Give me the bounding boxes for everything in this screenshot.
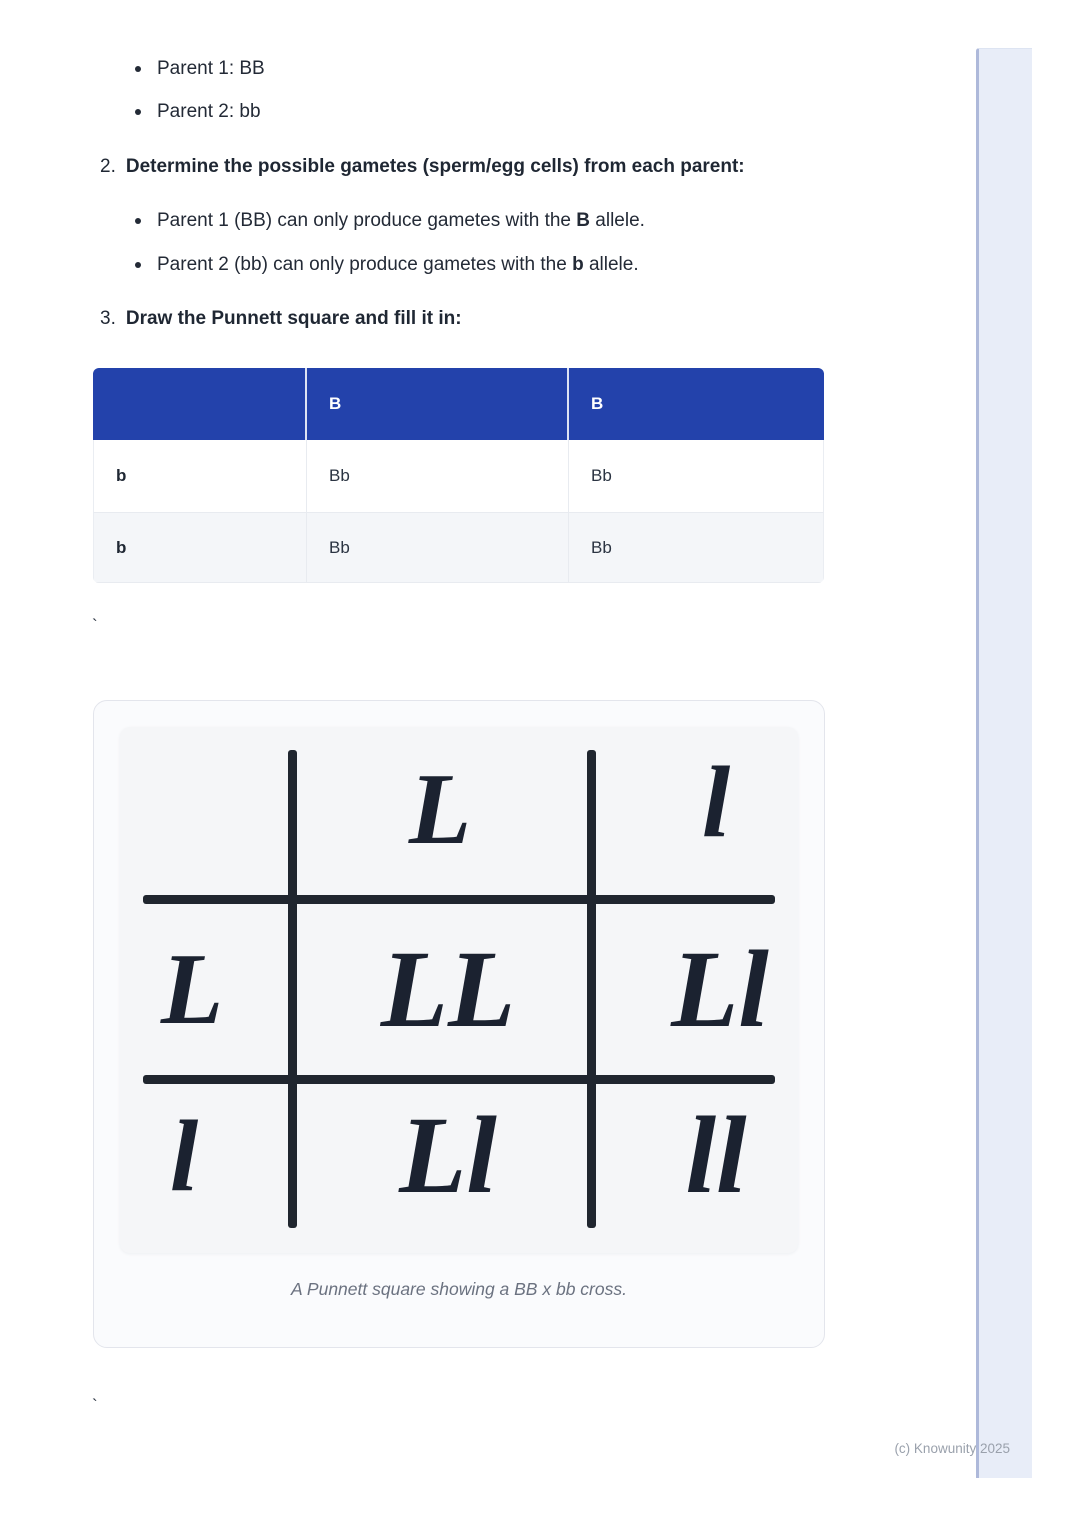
column-header-allele: L [408,753,472,866]
table-header-row [93,368,824,440]
column-header-allele: l [701,746,731,859]
step-title: Determine the possible gametes (sperm/egg cells) from each parent: [125,156,745,177]
stray-backtick: ` [92,616,98,635]
scrollbar-track[interactable] [976,48,1032,1478]
punnett-table [93,368,824,583]
table-cell: Bb [306,440,568,512]
genotype-cell: ll [685,1094,747,1216]
numbered-step-3 [100,307,462,331]
table-row [93,512,824,583]
row-header-allele: L [160,933,224,1046]
table-header-cell [93,368,305,440]
genotype-cell: Ll [399,1094,497,1216]
bullet-icon [135,262,141,268]
table-row [93,440,824,512]
figure-caption: A Punnett square showing a BB x bb cross. [291,1279,627,1299]
step-number: 2. [100,156,116,177]
table-cell: b [116,466,127,485]
stray-backtick: ` [92,1396,98,1415]
figure-card [93,700,825,1348]
grid-vertical-line [587,750,596,1228]
grid-horizontal-line [143,1075,775,1084]
grid-vertical-line [288,750,297,1228]
step-title: Draw the Punnett square and fill it in: [125,308,462,329]
grid-horizontal-line [143,895,775,904]
row-header-allele: l [169,1100,199,1213]
list-item [135,209,645,233]
numbered-step-2 [100,155,745,179]
genotype-cell: Ll [671,928,769,1050]
bullet-icon [135,109,141,115]
list-item [135,57,265,81]
bullet-icon [135,66,141,72]
list-item [135,253,639,277]
table-cell: Bb [568,440,824,512]
table-header-cell: B [567,368,824,440]
copyright-watermark: (c) Knowunity 2025 [894,1441,1010,1456]
bullet-text: Parent 2: bb [157,101,261,122]
bullet-text: Parent 1 (BB) can only produce gametes with the B allele. [157,210,645,231]
bullet-icon [135,218,141,224]
list-item [135,100,261,124]
genotype-cell: LL [380,928,516,1050]
bullet-text: Parent 1: BB [157,58,265,79]
table-header-cell: B [305,368,567,440]
table-cell: Bb [306,513,568,582]
bullet-text: Parent 2 (bb) can only produce gametes with the b allele. [157,254,639,275]
step-number: 3. [100,308,116,329]
table-cell: Bb [568,513,824,582]
punnett-square-image [120,727,798,1253]
table-cell: b [116,537,127,557]
